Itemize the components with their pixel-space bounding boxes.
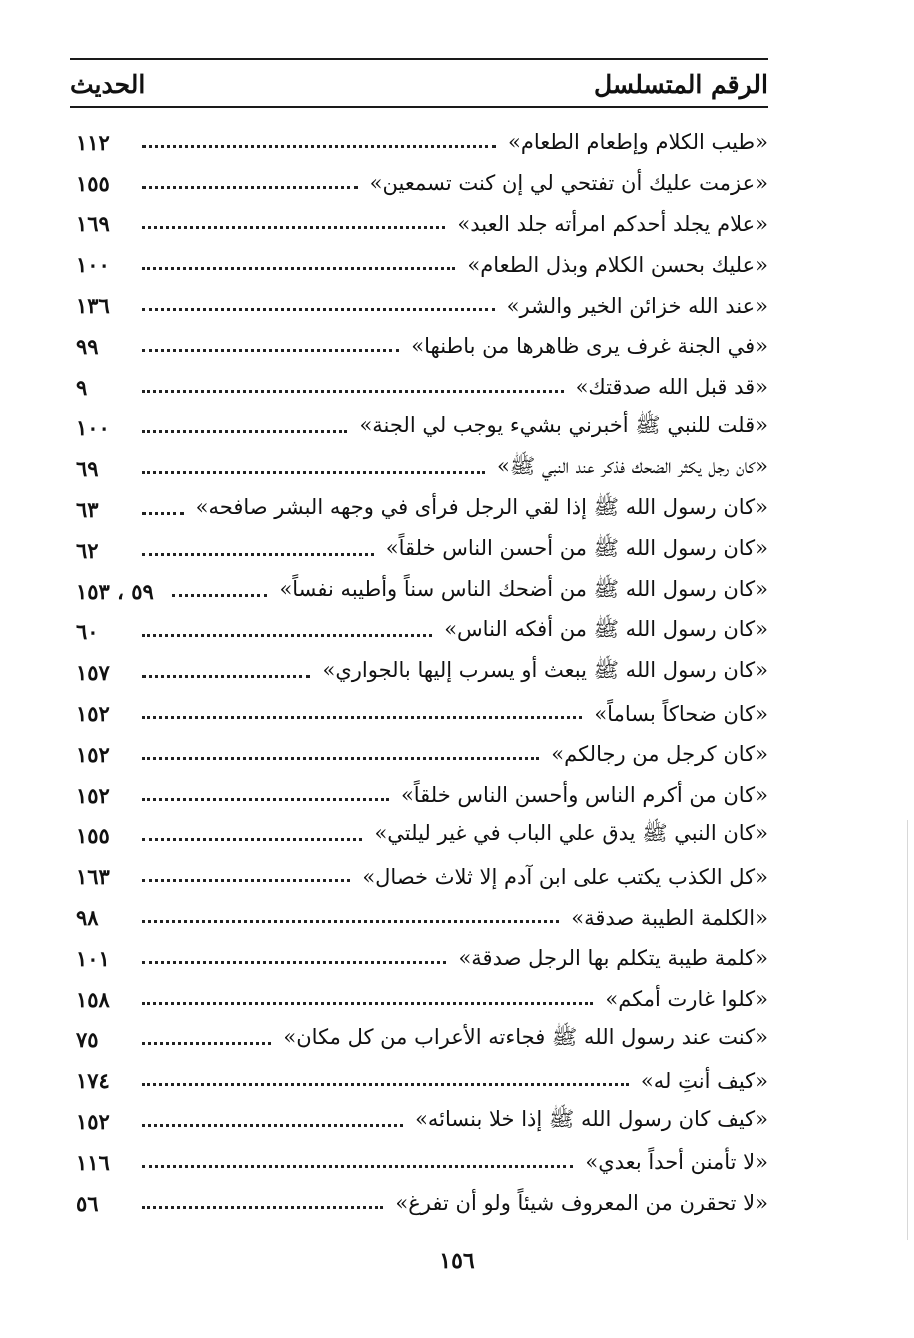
entry-serial-number: ١٦٣ (76, 864, 110, 890)
index-entry (70, 897, 768, 938)
dot-leader (142, 961, 446, 964)
entry-serial-number: ١٠٠ (76, 252, 110, 278)
entry-hadith-text: «كيف أنتِ له» (640, 1068, 768, 1093)
dot-leader (142, 634, 432, 637)
dot-leader (142, 553, 374, 556)
index-entry (70, 448, 768, 489)
entry-serial-number: ١٥٥ (76, 823, 110, 849)
entry-serial-number: ٥٦ (76, 1190, 99, 1216)
index-entry (70, 1101, 768, 1142)
dot-leader (142, 512, 184, 515)
entry-hadith-text: «قلت للنبي ﷺ أخبرني بشيء يوجب لي الجنة» (359, 413, 768, 438)
entry-serial-number: ١١٦ (76, 1149, 110, 1175)
entry-hadith-text: «لا تحقرن من المعروف شيئاً ولو أن تفرغ» (395, 1191, 768, 1216)
dot-leader (142, 1165, 573, 1168)
entry-hadith-text: «كلوا غارت أمكم» (605, 987, 768, 1012)
dot-leader (142, 1124, 403, 1127)
entry-hadith-text: «علام يجلد أحدكم امرأته جلد العبد» (457, 211, 768, 236)
dot-leader (142, 390, 564, 393)
index-entry (70, 1020, 768, 1061)
dot-leader (142, 879, 350, 882)
entry-hadith-text: «كان رسول الله ﷺ من أفكه الناس» (444, 617, 768, 642)
index-entry (70, 285, 768, 326)
entry-hadith-text: «لا تأمنن أحداً بعدي» (585, 1150, 768, 1175)
index-entry (70, 979, 768, 1020)
entry-serial-number: ١٧٤ (76, 1068, 110, 1094)
entry-serial-number: ٩ (76, 374, 88, 400)
entry-serial-number: ١٠١ (76, 945, 110, 971)
dot-leader (142, 226, 445, 229)
dot-leader (142, 1083, 629, 1086)
header-serial-label: الرقم المتسلسل (593, 69, 768, 99)
entry-hadith-text: «كل الكذب يكتب على ابن آدم إلا ثلاث خصال» (362, 864, 768, 889)
entry-hadith-text: «كان من أكرم الناس وأحسن الناس خلقاً» (400, 783, 768, 808)
index-header (70, 64, 768, 104)
index-entry (70, 1060, 768, 1101)
dot-leader (142, 675, 310, 678)
entry-hadith-text: «كان رسول الله ﷺ إذا لقي الرجل فرأى في وجهه البشر صافحه» (195, 495, 768, 520)
dot-leader (142, 430, 347, 433)
page-number: ١٥٦ (439, 1248, 475, 1274)
entry-hadith-text: «الكلمة الطيبة صدقة» (571, 905, 768, 930)
dot-leader (142, 267, 455, 270)
hadith-index-list (70, 122, 768, 1224)
entry-hadith-text: «كنت عند رسول الله ﷺ فجاءته الأعراب من كل مكان» (283, 1025, 768, 1050)
index-entry (70, 652, 768, 693)
index-entry (70, 408, 768, 449)
index-entry (70, 856, 768, 897)
entry-serial-number: ١٥٢ (76, 741, 110, 767)
index-entry (70, 489, 768, 530)
entry-hadith-text: «كان رسول الله ﷺ من أضحك الناس سناً وأطيبه نفساً» (279, 576, 768, 601)
dot-leader (142, 186, 358, 189)
dot-leader (142, 798, 389, 801)
dot-leader (142, 1042, 271, 1045)
entry-serial-number: ١١٢ (76, 129, 110, 155)
entry-serial-number: ١٥٢ (76, 782, 110, 808)
index-entry (70, 244, 768, 285)
index-entry (70, 326, 768, 367)
entry-serial-number: ١٦٩ (76, 211, 110, 237)
entry-hadith-text: «عند الله خزائن الخير والشر» (506, 293, 768, 318)
entry-serial-number: ٩٨ (76, 905, 99, 931)
index-entry (70, 163, 768, 204)
index-entry (70, 204, 768, 245)
entry-hadith-text: «كان النبي ﷺ يدق علي الباب في غير ليلتي» (374, 821, 768, 846)
entry-serial-number: ٦٣ (76, 497, 99, 523)
dot-leader (142, 349, 399, 352)
entry-serial-number: ١٥٢ (76, 1109, 110, 1135)
index-entry (70, 612, 768, 653)
index-entry (70, 122, 768, 163)
entry-hadith-text: «عزمت عليك أن تفتحي لي إن كنت تسمعين» (369, 171, 768, 196)
dot-leader (142, 716, 582, 719)
entry-serial-number: ٩٩ (76, 333, 99, 359)
entry-hadith-text: «قد قبل الله صدقتك» (575, 375, 768, 400)
dot-leader (142, 471, 485, 474)
index-entry (70, 1142, 768, 1183)
scan-margin-line (907, 820, 908, 1240)
entry-serial-number: ١٥٢ (76, 701, 110, 727)
entry-hadith-text: «كان ضحاكاً بساماً» (594, 701, 768, 726)
entry-serial-number: ١٠٠ (76, 415, 110, 441)
entry-hadith-text: «عليك بحسن الكلام وبذل الطعام» (467, 252, 768, 277)
entry-hadith-text: «كان رجل يكثر الضحك فذكر عند النبي ﷺ» (497, 454, 768, 479)
entry-hadith-text: «كان رسول الله ﷺ يبعث أو يسرب إليها بالجواري» (322, 658, 768, 683)
entry-serial-number: ١٥٨ (76, 986, 110, 1012)
index-entry (70, 1183, 768, 1224)
entry-hadith-text: «كان رسول الله ﷺ من أحسن الناس خلقاً» (385, 535, 768, 560)
entry-serial-number: ٥٩ ، ١٥٣ (76, 578, 154, 604)
entry-serial-number: ١٥٥ (76, 170, 110, 196)
index-entry (70, 775, 768, 816)
dot-leader (172, 594, 268, 597)
entry-serial-number: ٦٩ (76, 456, 99, 482)
entry-hadith-text: «طيب الكلام وإطعام الطعام» (508, 130, 768, 155)
entry-hadith-text: «كان كرجل من رجالكم» (551, 742, 768, 767)
dot-leader (142, 1206, 383, 1209)
dot-leader (142, 308, 495, 311)
top-rule (70, 58, 768, 60)
entry-hadith-text: «كيف كان رسول الله ﷺ إذا خلا بنسائه» (415, 1107, 768, 1132)
dot-leader (142, 757, 539, 760)
entry-hadith-text: «كلمة طيبة يتكلم بها الرجل صدقة» (458, 946, 768, 971)
dot-leader (142, 838, 362, 841)
entry-serial-number: ١٣٦ (76, 293, 110, 319)
index-entry (70, 938, 768, 979)
entry-serial-number: ١٥٧ (76, 660, 110, 686)
entry-serial-number: ٦٠ (76, 619, 99, 645)
header-hadith-label: الحديث (70, 69, 146, 99)
index-entry (70, 693, 768, 734)
entry-hadith-text: «في الجنة غرف يرى ظاهرها من باطنها» (411, 334, 768, 359)
dot-leader (142, 145, 496, 148)
header-rule (70, 106, 768, 108)
index-entry (70, 367, 768, 408)
index-entry (70, 816, 768, 857)
dot-leader (142, 920, 559, 923)
index-entry (70, 530, 768, 571)
entry-serial-number: ٧٥ (76, 1027, 99, 1053)
dot-leader (142, 1002, 593, 1005)
index-entry (70, 734, 768, 775)
index-entry (70, 571, 768, 612)
entry-serial-number: ٦٢ (76, 537, 99, 563)
